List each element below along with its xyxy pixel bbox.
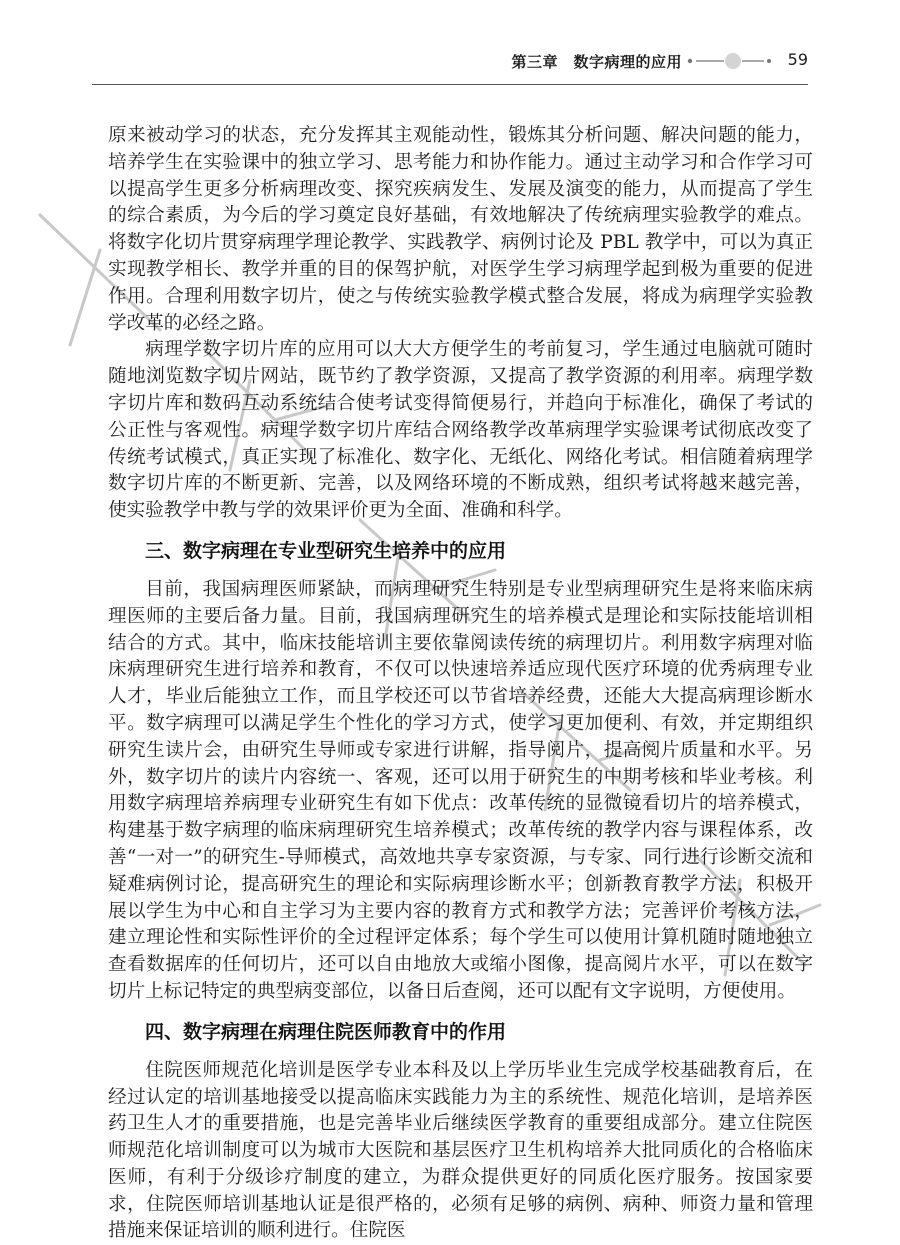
page-body (108, 123, 813, 1245)
section-heading-4: 四、数字病理在病理住院医师教育中的作用 (145, 1020, 507, 1043)
paragraph-4: 住院医师规范化培训是医学专业本科及以上学历毕业生完成学校基础教育后，在经过认定的培训基地接受以提高临床实践能力为主的系统性、规范化培训，是培养医药卫生人才的重要措施，也是完善毕业后继续医学教育的重要组成部分。建立住院医师规范化培训制度可以为城市大医院和基层医疗卫生机构培养大批同质化的合格临床医师，有利于分级诊疗制度的建立，为群众提供更好的同质化医疗服务。按国家要求，住院医师培训基地认证是很严格的，必须有足够的病例、病种、师资力量和管理措施来保证培训的顺利进行。住院医 (108, 1059, 813, 1242)
paragraph-3: 目前，我国病理医师紧缺，而病理研究生特别是专业型病理研究生是将来临床病理医师的主要后备力量。目前，我国病理研究生的培养模式是理论和实际技能培训相结合的方式。其中，临床技能培训主要依靠阅读传统的病理切片。利用数字病理对临床病理研究生进行培养和教育，不仅可以快速培养适应现代医疗环境的优秀病理专业人才，毕业后能独立工作，而且学校还可以节省培养经费，还能大大提高病理诊断水平。数字病理可以满足学生个性化的学习方式，使学习更加便利、有效，并定期组织研究生读片会，由研究生导师或专家进行讲解，指导阅片，提高阅片质量和水平。另外，数字切片的读片内容统一、客观，还可以用于研究生的中期考核和毕业考核。利用数字病理培养病理专业研究生有如下优点：改革传统的显微镜看切片的培养模式，构建基于数字病理的临床病理研究生培养模式；改革传统的教学内容与课程体系，改善“一对一”的研究生-导师模式，高效地共享专家资源，与专家、同行进行诊断交流和疑难病例讨论，提高研究生的理论和实际病理诊断水平；创新教育教学方法，积极开展以学生为中心和自主学习为主要内容的教育方式和教学方法；完善评价考核方法，建立理论性和实际性评价的全过程评定体系；每个学生可以使用计算机随时随地独立查看数据库的任何切片，还可以自由地放大或缩小图像，提高阅片水平，可以在数字切片上标记特定的典型病变部位，以备日后查阅，还可以配有文字说明，方便使用。 (108, 578, 813, 1002)
header-rule (92, 84, 808, 85)
section-heading-3: 三、数字病理在专业型研究生培养中的应用 (145, 539, 507, 562)
paragraph-1: 原来被动学习的状态，充分发挥其主观能动性，锻炼其分析问题、解决问题的能力，培养学生在实验课中的独立学习、思考能力和协作能力。通过主动学习和合作学习可以提高学生更多分析病理改变、探究疾病发生、发展及演变的能力，从而提高了学生的综合素质，为今后的学习奠定良好基础，有效地解决了传统病理实验教学的难点。将数字化切片贯穿病理学理论教学、实践教学、病例讨论及 PBL 教学中，可以为真正实现教学相长、教学并重的目的保驾护航，对医学生学习病理学起到极为重要的促进作用。合理利用数字切片，使之与传统实验教学模式整合发展，将成为病理学实验教学改革的必经之路。 (108, 125, 813, 334)
page-number: 59 (787, 50, 808, 69)
page-header (0, 0, 900, 95)
paragraph-2: 病理学数字切片库的应用可以大大方便学生的考前复习，学生通过电脑就可随时随地浏览数字切片网站，既节约了教学资源，又提高了教学资源的利用率。病理学数字切片库和数码互动系统结合使考试变得简便易行，并趋向于标准化，确保了考试的公正性与客观性。病理学数字切片库结合网络教学改革病理学实验课考试彻底改变了传统考试模式，真正实现了标准化、数字化、无纸化、网络化考试。相信随着病理学数字切片库的不断更新、完善，以及网络环境的不断成熟，组织考试将越来越完善，使实验教学中教与学的效果评价更为全面、准确和科学。 (108, 339, 813, 522)
header-ornament-icon (686, 52, 772, 70)
running-title: 第三章 数字病理的应用 (511, 53, 682, 71)
